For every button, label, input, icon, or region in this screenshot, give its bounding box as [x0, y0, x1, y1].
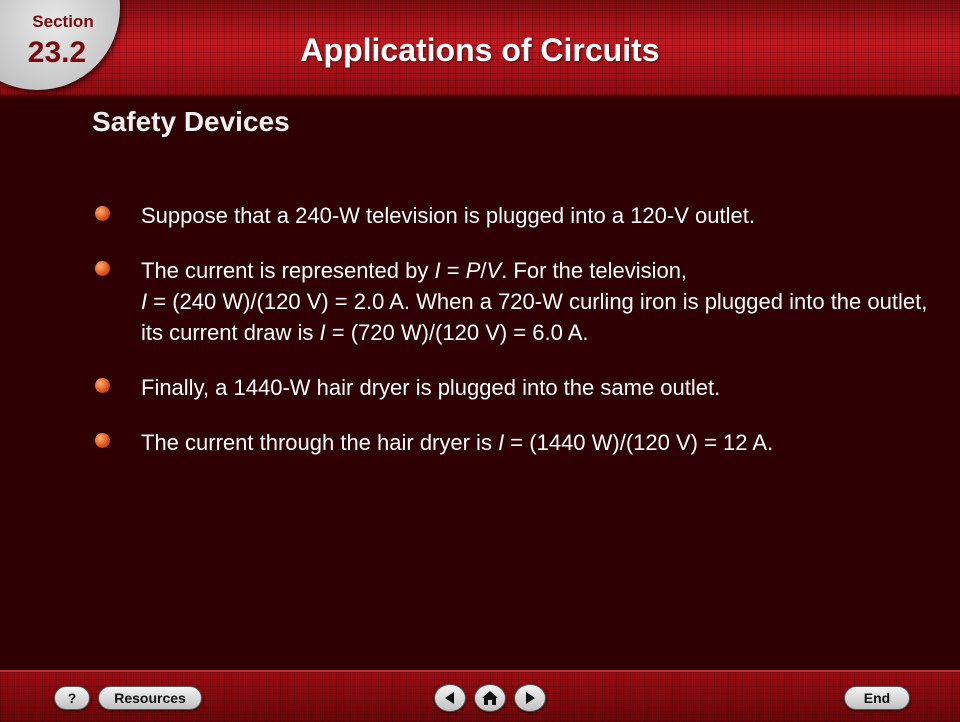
bullet-text: Finally, a 1440-W hair dryer is plugged into the same outlet. [141, 375, 721, 400]
footer-nav-bar [0, 670, 960, 722]
bullet-item [95, 372, 935, 403]
section-number: 23.2 [27, 36, 87, 69]
forward-arrow-icon [523, 691, 537, 705]
header-bar [0, 0, 960, 98]
bullet-item [95, 255, 935, 348]
end-button[interactable]: End [844, 686, 910, 710]
back-button[interactable] [434, 684, 466, 712]
forward-button[interactable] [514, 684, 546, 712]
page-title: Applications of Circuits [300, 32, 660, 68]
help-button[interactable] [54, 686, 90, 710]
bullet-dot-icon [95, 433, 110, 448]
bullet-dot-icon [95, 378, 110, 393]
slide-content [0, 98, 960, 670]
bullet-text: Suppose that a 240-W television is plugged into a 120-V outlet. [141, 203, 755, 228]
bullet-dot-icon [95, 261, 110, 276]
home-icon [481, 690, 499, 706]
slide-subtitle: Safety Devices [92, 106, 290, 137]
home-button[interactable] [474, 684, 506, 712]
bullet-item [95, 427, 935, 458]
section-label: Section [32, 12, 94, 31]
help-icon: ? [67, 690, 77, 706]
resources-button[interactable]: Resources [98, 686, 202, 710]
bullet-dot-icon [95, 206, 110, 221]
bullet-item [95, 200, 935, 231]
bullet-list [95, 200, 935, 482]
back-arrow-icon [443, 691, 457, 705]
bullet-text: The current through the hair dryer is I = (1440 W)/(120 V) = 12 A. [141, 430, 774, 455]
bullet-text: The current is represented by I = P/V. For the television, I = (240 W)/(120 V) = 2.0 A. When a 720-W curling iron is plugged into the outlet, its current draw is I = (720 W)/(120 V) = 6.0 A. [141, 258, 928, 345]
